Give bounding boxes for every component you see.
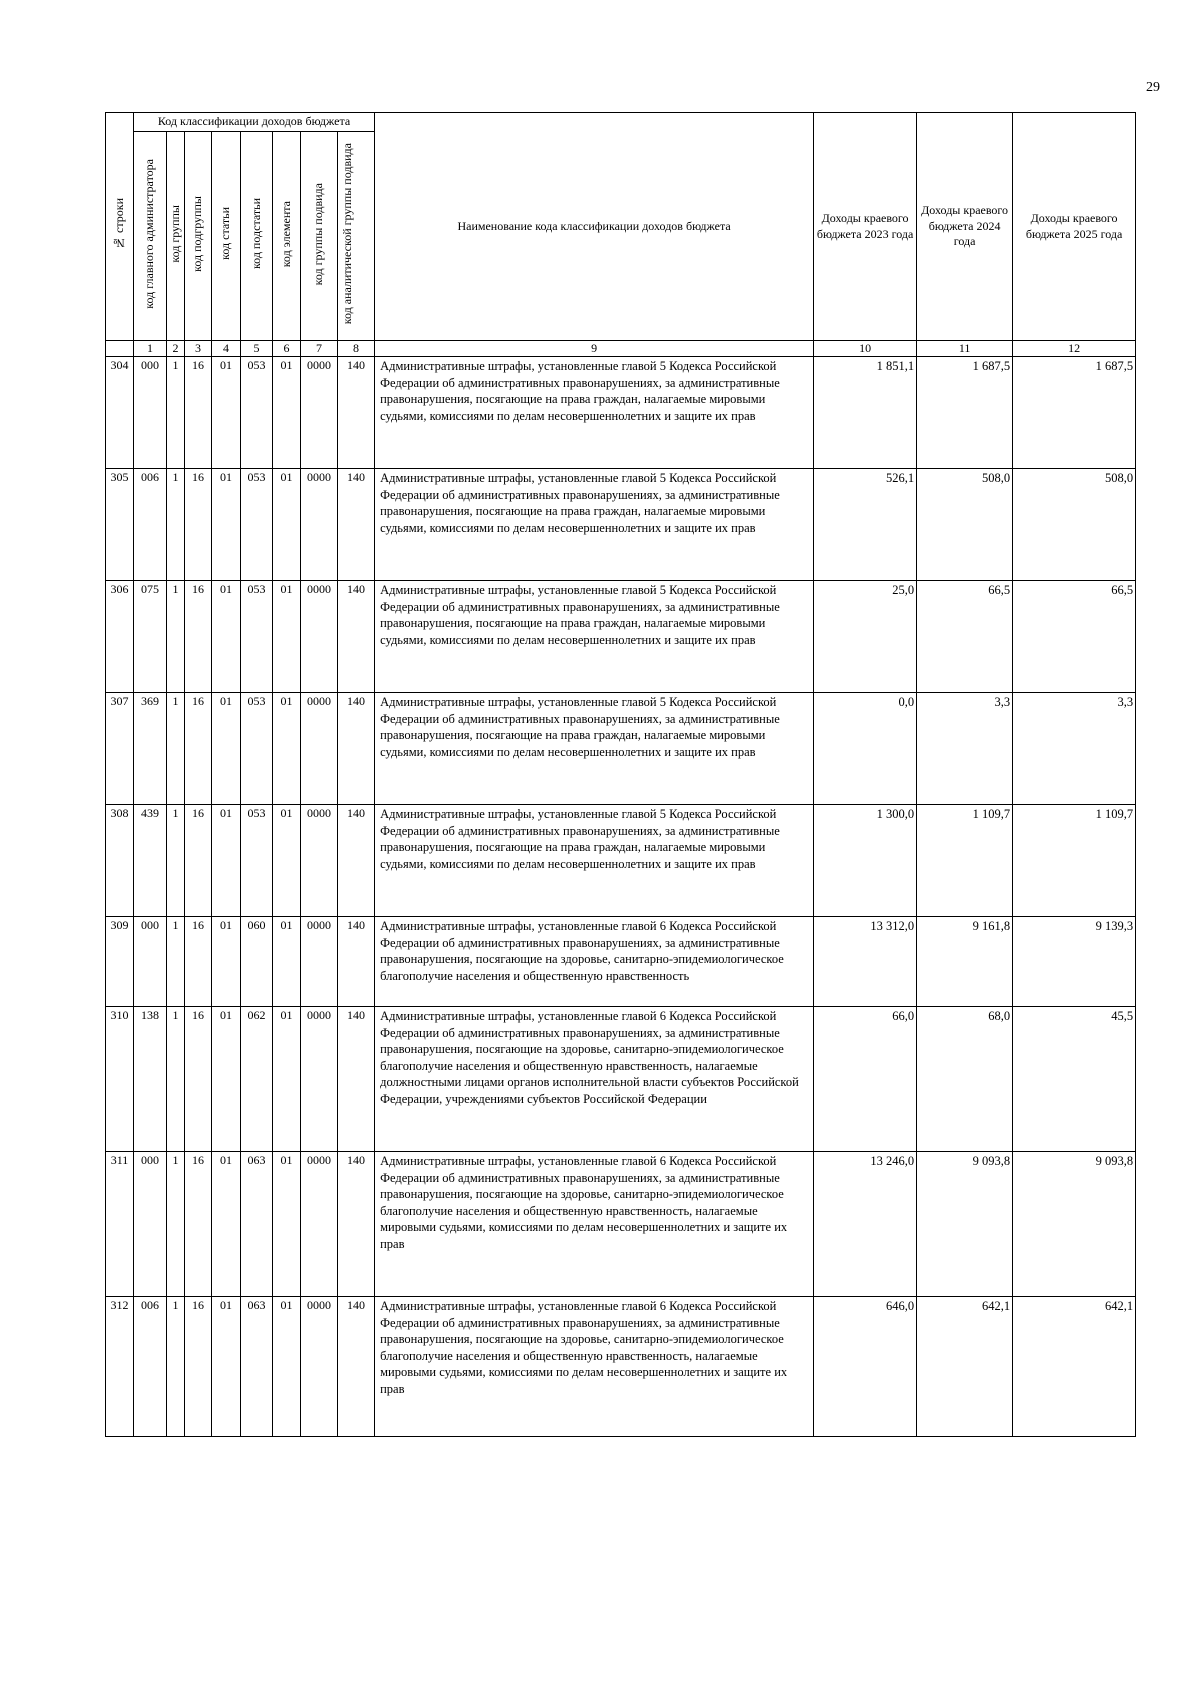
table-row: [106, 1152, 1136, 1297]
analytic-code: 140: [338, 1152, 375, 1297]
subgroup-code: 16: [185, 469, 212, 581]
income-name: Административные штрафы, установленные главой 6 Кодекса Российской Федерации об административных правонарушениях, за административные правонарушения, посягающие на здоровье, санитарно-эпидемиологическое благополучие населения и общественную нравственность: [375, 917, 814, 1007]
subarticle-code: 053: [241, 469, 273, 581]
subarticle-code: 053: [241, 581, 273, 693]
subarticle-code: 060: [241, 917, 273, 1007]
income-2024: 642,1: [917, 1297, 1013, 1437]
element-code: 01: [273, 1007, 301, 1152]
element-code: 01: [273, 805, 301, 917]
article-code: 01: [212, 1152, 241, 1297]
column-number: 5: [241, 341, 273, 357]
table-row: [106, 1297, 1136, 1437]
subtype-code: 0000: [301, 357, 338, 469]
row-number-header: № строки: [106, 113, 134, 341]
row-number: 309: [106, 917, 134, 1007]
element-code: 01: [273, 469, 301, 581]
subtype-code: 0000: [301, 581, 338, 693]
subarticle-code: 053: [241, 805, 273, 917]
income-2024: 9 093,8: [917, 1152, 1013, 1297]
article-code: 01: [212, 1297, 241, 1437]
income-2023-header: Доходы краевого бюджета 2023 года: [814, 113, 917, 341]
group-code: 1: [167, 1007, 185, 1152]
column-number: 12: [1013, 341, 1136, 357]
group-code: 1: [167, 469, 185, 581]
income-2023: 13 246,0: [814, 1152, 917, 1297]
group-code: 1: [167, 805, 185, 917]
income-2025: 642,1: [1013, 1297, 1136, 1437]
article-code: 01: [212, 581, 241, 693]
column-number: 3: [185, 341, 212, 357]
column-number: 8: [338, 341, 375, 357]
income-2025: 1 109,7: [1013, 805, 1136, 917]
subarticle-code: 063: [241, 1152, 273, 1297]
analytic-code: 140: [338, 357, 375, 469]
admin-code: 369: [134, 693, 167, 805]
group-code: 1: [167, 693, 185, 805]
classification-group-header: Код классификации доходов бюджета: [134, 113, 375, 132]
page-number: 29: [1146, 80, 1160, 95]
column-number: 1: [134, 341, 167, 357]
column-numbers-row: [106, 341, 1136, 357]
income-name: Административные штрафы, установленные главой 5 Кодекса Российской Федерации об административных правонарушениях, за административные правонарушения, посягающие на права граждан, налагаемые мировыми судьями, комиссиями по делам несовершеннолетних и защите их прав: [375, 581, 814, 693]
subgroup-code-header: код подгруппы: [185, 132, 212, 341]
subtype-code: 0000: [301, 469, 338, 581]
income-name: Административные штрафы, установленные главой 5 Кодекса Российской Федерации об административных правонарушениях, за административные правонарушения, посягающие на права граждан, налагаемые мировыми судьями, комиссиями по делам несовершеннолетних и защите их прав: [375, 357, 814, 469]
income-2024: 3,3: [917, 693, 1013, 805]
row-number: 312: [106, 1297, 134, 1437]
subtype-code: 0000: [301, 1297, 338, 1437]
income-2025: 9 139,3: [1013, 917, 1136, 1007]
subtype-code: 0000: [301, 1152, 338, 1297]
income-2023: 13 312,0: [814, 917, 917, 1007]
income-name: Административные штрафы, установленные главой 5 Кодекса Российской Федерации об административных правонарушениях, за административные правонарушения, посягающие на права граждан, налагаемые мировыми судьями, комиссиями по делам несовершеннолетних и защите их прав: [375, 805, 814, 917]
group-code-header: код группы: [167, 132, 185, 341]
admin-code: 138: [134, 1007, 167, 1152]
income-2025: 45,5: [1013, 1007, 1136, 1152]
subgroup-code: 16: [185, 357, 212, 469]
admin-code: 000: [134, 357, 167, 469]
admin-code: 000: [134, 1152, 167, 1297]
group-code: 1: [167, 917, 185, 1007]
article-code: 01: [212, 469, 241, 581]
analytic-code: 140: [338, 805, 375, 917]
income-2025: 1 687,5: [1013, 357, 1136, 469]
row-number: 304: [106, 357, 134, 469]
analytic-code: 140: [338, 1007, 375, 1152]
element-code: 01: [273, 357, 301, 469]
income-2024: 1 109,7: [917, 805, 1013, 917]
column-number: 11: [917, 341, 1013, 357]
subarticle-code: 053: [241, 693, 273, 805]
analytic-code: 140: [338, 693, 375, 805]
subtype-group-code-header: код группы подвида: [301, 132, 338, 341]
row-number: 307: [106, 693, 134, 805]
income-2024: 68,0: [917, 1007, 1013, 1152]
group-code: 1: [167, 1297, 185, 1437]
table-row: [106, 693, 1136, 805]
table-row: [106, 581, 1136, 693]
income-2024: 1 687,5: [917, 357, 1013, 469]
article-code: 01: [212, 1007, 241, 1152]
analytic-group-code-header: код аналитической группы подвида: [338, 132, 375, 341]
article-code: 01: [212, 805, 241, 917]
income-name: Административные штрафы, установленные главой 6 Кодекса Российской Федерации об административных правонарушениях, за административные правонарушения, посягающие на здоровье, санитарно-эпидемиологическое благополучие населения и общественную нравственность, налагаемые мировыми судьями, комиссиями по делам несовершеннолетних и защите их прав: [375, 1152, 814, 1297]
subtype-code: 0000: [301, 1007, 338, 1152]
group-code: 1: [167, 1152, 185, 1297]
analytic-code: 140: [338, 1297, 375, 1437]
subgroup-code: 16: [185, 581, 212, 693]
column-number: 7: [301, 341, 338, 357]
subtype-code: 0000: [301, 805, 338, 917]
income-2023: 646,0: [814, 1297, 917, 1437]
article-code-header: код статьи: [212, 132, 241, 341]
column-number: 6: [273, 341, 301, 357]
group-code: 1: [167, 357, 185, 469]
subgroup-code: 16: [185, 1297, 212, 1437]
subgroup-code: 16: [185, 693, 212, 805]
article-code: 01: [212, 357, 241, 469]
row-number: 308: [106, 805, 134, 917]
element-code: 01: [273, 917, 301, 1007]
income-2025: 66,5: [1013, 581, 1136, 693]
element-code: 01: [273, 693, 301, 805]
table-row: [106, 917, 1136, 1007]
group-code: 1: [167, 581, 185, 693]
subtype-code: 0000: [301, 693, 338, 805]
income-2024-header: Доходы краевого бюджета 2024 года: [917, 113, 1013, 341]
article-code: 01: [212, 917, 241, 1007]
income-2025-header: Доходы краевого бюджета 2025 года: [1013, 113, 1136, 341]
table-row: [106, 469, 1136, 581]
admin-code: 075: [134, 581, 167, 693]
element-code-header: код элемента: [273, 132, 301, 341]
admin-code: 006: [134, 1297, 167, 1437]
analytic-code: 140: [338, 469, 375, 581]
subarticle-code: 062: [241, 1007, 273, 1152]
name-header: Наименование кода классификации доходов бюджета: [375, 113, 814, 341]
row-number: 306: [106, 581, 134, 693]
element-code: 01: [273, 1297, 301, 1437]
subgroup-code: 16: [185, 1007, 212, 1152]
admin-code: 000: [134, 917, 167, 1007]
element-code: 01: [273, 1152, 301, 1297]
income-2023: 1 300,0: [814, 805, 917, 917]
income-2025: 9 093,8: [1013, 1152, 1136, 1297]
column-number: 4: [212, 341, 241, 357]
row-number: 305: [106, 469, 134, 581]
income-2023: 1 851,1: [814, 357, 917, 469]
income-2023: 0,0: [814, 693, 917, 805]
column-number: 2: [167, 341, 185, 357]
admin-code: 439: [134, 805, 167, 917]
column-number: 9: [375, 341, 814, 357]
budget-income-table: [105, 112, 1136, 1437]
subgroup-code: 16: [185, 805, 212, 917]
table-row: [106, 805, 1136, 917]
article-code: 01: [212, 693, 241, 805]
column-number: 10: [814, 341, 917, 357]
subgroup-code: 16: [185, 917, 212, 1007]
income-name: Административные штрафы, установленные главой 5 Кодекса Российской Федерации об административных правонарушениях, за административные правонарушения, посягающие на права граждан, налагаемые мировыми судьями, комиссиями по делам несовершеннолетних и защите их прав: [375, 469, 814, 581]
row-number: 310: [106, 1007, 134, 1152]
income-name: Административные штрафы, установленные главой 6 Кодекса Российской Федерации об административных правонарушениях, за административные правонарушения, посягающие на здоровье, санитарно-эпидемиологическое благополучие населения и общественную нравственность, налагаемые мировыми судьями, комиссиями по делам несовершеннолетних и защите их прав: [375, 1297, 814, 1437]
income-2023: 66,0: [814, 1007, 917, 1152]
row-number: 311: [106, 1152, 134, 1297]
income-2023: 25,0: [814, 581, 917, 693]
table-row: [106, 357, 1136, 469]
subgroup-code: 16: [185, 1152, 212, 1297]
subtype-code: 0000: [301, 917, 338, 1007]
income-name: Административные штрафы, установленные главой 5 Кодекса Российской Федерации об административных правонарушениях, за административные правонарушения, посягающие на права граждан, налагаемые мировыми судьями, комиссиями по делам несовершеннолетних и защите их прав: [375, 693, 814, 805]
income-2024: 508,0: [917, 469, 1013, 581]
subarticle-code: 063: [241, 1297, 273, 1437]
admin-code-header: код главного администратора: [134, 132, 167, 341]
element-code: 01: [273, 581, 301, 693]
subarticle-code: 053: [241, 357, 273, 469]
analytic-code: 140: [338, 581, 375, 693]
income-2025: 3,3: [1013, 693, 1136, 805]
analytic-code: 140: [338, 917, 375, 1007]
income-2025: 508,0: [1013, 469, 1136, 581]
income-2024: 66,5: [917, 581, 1013, 693]
income-2024: 9 161,8: [917, 917, 1013, 1007]
admin-code: 006: [134, 469, 167, 581]
subarticle-code-header: код подстатьи: [241, 132, 273, 341]
table-row: [106, 1007, 1136, 1152]
header-row-top: [106, 113, 1136, 132]
income-2023: 526,1: [814, 469, 917, 581]
income-name: Административные штрафы, установленные главой 6 Кодекса Российской Федерации об административных правонарушениях, за административные правонарушения, посягающие на здоровье, санитарно-эпидемиологическое благополучие населения и общественную нравственность, налагаемые должностными лицами органов исполнительной власти субъектов Российской Федерации, учреждениями субъектов Российской Федерации: [375, 1007, 814, 1152]
